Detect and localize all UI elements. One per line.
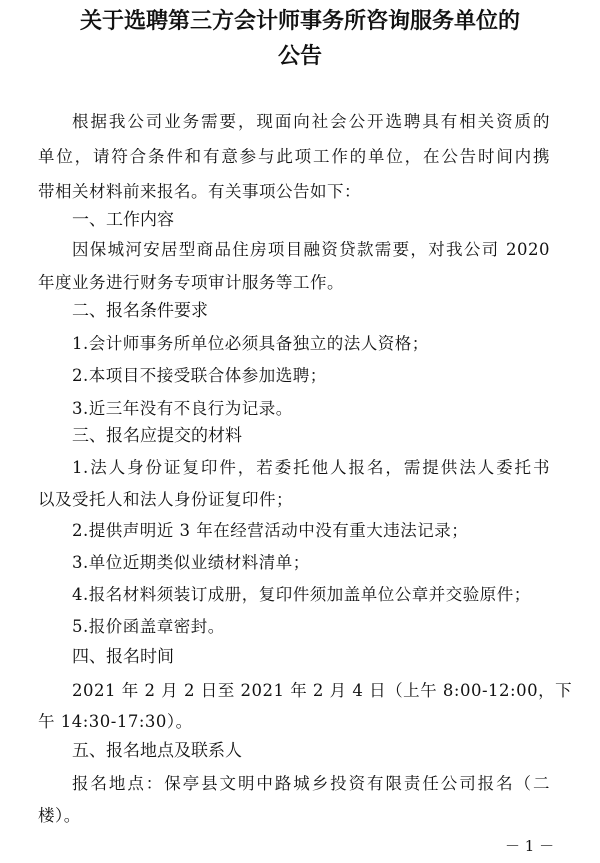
section-2-item-3: 3.近三年没有不良行为记录。 <box>72 399 293 418</box>
section-3-item-3: 3.单位近期类似业绩材料清单； <box>72 553 310 572</box>
section-3-item-1-line-2: 以及受托人和法人身份证复印件； <box>38 490 293 509</box>
section-3-item-1-line-1: 1.法人身份证复印件，若委托他人报名，需提供法人委托书 <box>72 458 550 477</box>
section-4-heading: 四、报名时间 <box>72 647 174 667</box>
intro-line-1: 根据我公司业务需要，现面向社会公开选聘具有相关资质的 <box>72 112 550 131</box>
section-1-heading: 一、工作内容 <box>72 210 174 230</box>
section-3-heading: 三、报名应提交的材料 <box>72 426 242 446</box>
section-4-line-1: 2021 年 2 月 2 日至 2021 年 2 月 4 日（上午 8:00-12:00，下 <box>72 681 573 700</box>
section-3-item-2: 2.提供声明近 3 年在经营活动中没有重大违法记录； <box>72 521 469 540</box>
title-line-1: 关于选聘第三方会计师事务所咨询服务单位的 <box>79 9 520 34</box>
page-number: － 1 － <box>505 837 555 855</box>
section-3-item-4: 4.报名材料须装订成册，复印件须加盖单位公章并交验原件； <box>72 585 531 604</box>
section-2-item-1: 1.会计师事务所单位必须具备独立的法人资格； <box>72 334 429 353</box>
section-4-line-2: 午 14:30-17:30）。 <box>38 712 193 731</box>
section-1-line-1: 因保城河安居型商品住房项目融资贷款需要，对我公司 2020 <box>72 240 550 259</box>
section-5-heading: 五、报名地点及联系人 <box>72 741 242 761</box>
section-1-line-2: 年度业务进行财务专项审计服务等工作。 <box>38 273 344 292</box>
section-2-heading: 二、报名条件要求 <box>72 301 208 321</box>
section-5-line-1: 报名地点：保亭县文明中路城乡投资有限责任公司报名（二 <box>72 774 550 793</box>
section-5-line-2: 楼）。 <box>38 806 81 825</box>
intro-line-3: 带相关材料前来报名。有关事项公告如下： <box>38 182 361 201</box>
section-3-item-5: 5.报价函盖章密封。 <box>72 617 225 636</box>
section-2-item-2: 2.本项目不接受联合体参加选聘； <box>72 366 327 385</box>
title-line-2: 公告 <box>277 44 322 69</box>
intro-line-2: 单位，请符合条件和有意参与此项工作的单位，在公告时间内携 <box>38 147 550 166</box>
